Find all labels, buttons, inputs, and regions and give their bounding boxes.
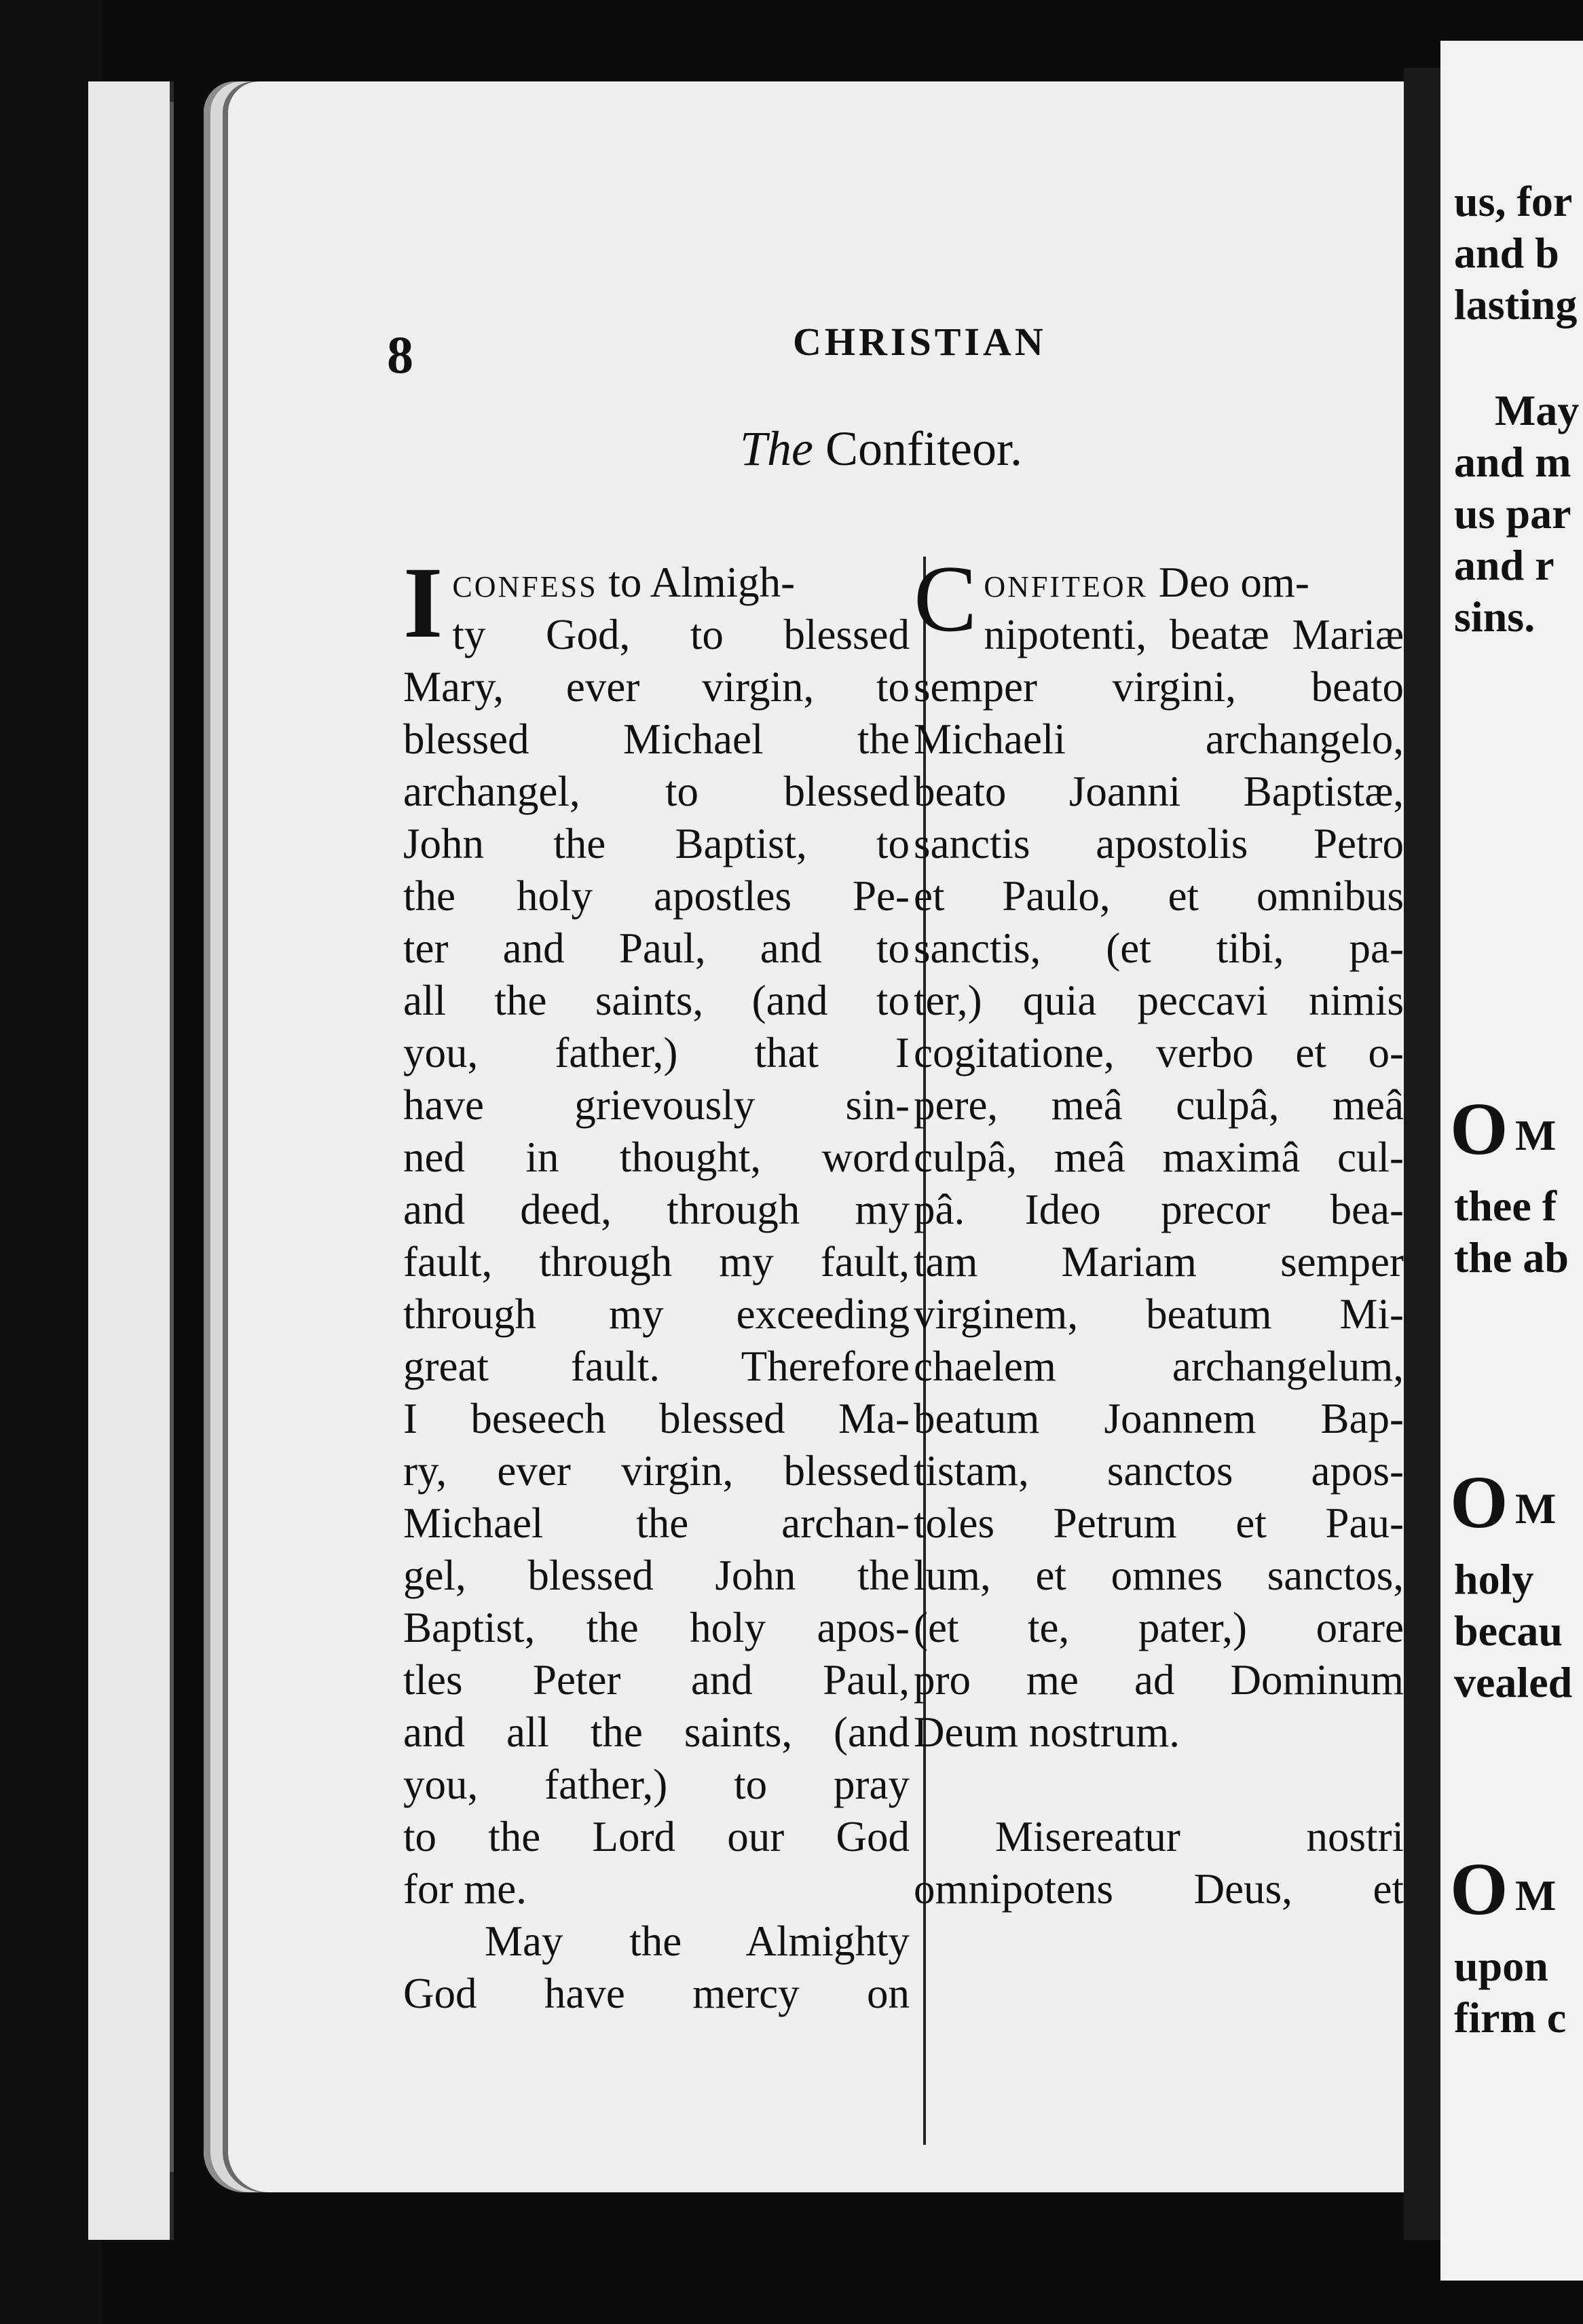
latin-line-3: semper virgini, beato (914, 663, 1404, 711)
facing-line: and r (1454, 541, 1554, 589)
latin-column (914, 546, 1404, 1915)
facing-line: us, for (1454, 177, 1573, 225)
english-para2-line-1: May the Almighty (485, 1917, 910, 1965)
english-smallcaps: confess (452, 559, 598, 606)
english-column (403, 546, 910, 2020)
facing-initial: O (1450, 1848, 1508, 1930)
scan-background-left (0, 0, 102, 2324)
facing-line: May (1495, 386, 1580, 434)
book-cover-edge (88, 81, 174, 2240)
english-line-5: archangel, to blessed (403, 768, 910, 815)
facing-line: and m (1454, 438, 1571, 486)
english-line-15: through my exceeding (403, 1290, 910, 1338)
english-line-18: ry, ever virgin, blessed (403, 1447, 910, 1495)
facing-line: becau (1454, 1607, 1563, 1655)
latin-line-16: chaelem archangelum, (914, 1343, 1404, 1390)
latin-dropcap: C (914, 546, 977, 652)
latin-line-11: pere, meâ culpâ, meâ (914, 1081, 1404, 1129)
english-line-17: I beseech blessed Ma- (403, 1395, 910, 1442)
page-number: 8 (387, 325, 413, 384)
latin-line-20: lum, et omnes sanctos, (914, 1552, 1404, 1599)
english-line-4: blessed Michael the (403, 715, 910, 763)
english-line-7: the holy apostles Pe- (403, 872, 910, 920)
english-line-3: Mary, ever virgin, to (403, 663, 910, 711)
book-gutter (1404, 68, 1440, 2240)
latin-line-6: sanctis apostolis Petro (914, 820, 1404, 867)
english-line-12: ned in thought, word (403, 1133, 910, 1181)
latin-line-14: tam Mariam semper (914, 1238, 1404, 1286)
latin-line-21: (et te, pater,) orare (914, 1604, 1404, 1651)
latin-line-22: pro me ad Dominum (914, 1656, 1404, 1704)
facing-line: lasting (1454, 280, 1578, 329)
latin-para2-line-2: omnipotens Deus, et (914, 1865, 1404, 1913)
latin-line-23: Deum nostrum. (914, 1708, 1180, 1756)
facing-line: and b (1454, 229, 1559, 277)
latin-line-17: beatum Joannem Bap- (914, 1395, 1404, 1442)
latin-lines (914, 609, 1404, 1759)
english-line-9: all the saints, (and to (403, 977, 910, 1024)
english-line-14: fault, through my fault, (403, 1238, 910, 1286)
facing-line: M (1515, 1484, 1557, 1533)
english-line-19: Michael the archan- (403, 1499, 910, 1547)
latin-line-10: cogitatione, verbo et o- (914, 1029, 1404, 1076)
facing-line: vealed (1454, 1658, 1573, 1706)
english-line-6: John the Baptist, to (403, 820, 910, 867)
section-title-roman: Confiteor. (825, 421, 1022, 476)
facing-initial: O (1450, 1461, 1508, 1543)
english-line-text: to Almigh- (608, 559, 796, 606)
latin-line-19: toles Petrum et Pau- (914, 1499, 1404, 1547)
english-line-2: ty God, to blessed (452, 611, 910, 658)
english-line-26: for me. (403, 1865, 527, 1913)
english-line-25: to the Lord our God (403, 1813, 910, 1860)
latin-line-4: Michaeli archangelo, (914, 715, 1404, 763)
facing-page-fragment (1440, 41, 1583, 2281)
facing-line: upon (1454, 1942, 1548, 1990)
facing-line: sins. (1454, 593, 1535, 641)
english-lines (403, 609, 910, 1915)
english-line-16: great fault. Therefore (403, 1343, 910, 1390)
english-line-20: gel, blessed John the (403, 1552, 910, 1599)
english-line-11: have grievously sin- (403, 1081, 910, 1129)
facing-line: firm c (1454, 1993, 1567, 2042)
facing-line: holy (1454, 1555, 1534, 1603)
latin-line-12: culpâ, meâ maximâ cul- (914, 1133, 1404, 1181)
english-line-13: and deed, through my (403, 1186, 910, 1233)
latin-para2-line-1: Misereatur nostri (995, 1813, 1404, 1860)
section-title (740, 421, 1022, 477)
english-dropcap: I (403, 546, 443, 659)
english-para2-line-2: God have mercy on (403, 1970, 910, 2017)
facing-line: M (1515, 1111, 1557, 1159)
latin-line-8: sanctis, (et tibi, pa- (914, 924, 1404, 972)
facing-line: thee f (1454, 1182, 1557, 1230)
latin-line-text: Deo om- (1158, 559, 1309, 606)
latin-line-7: et Paulo, et omnibus (914, 872, 1404, 920)
english-line-23: and all the saints, (and (403, 1708, 910, 1756)
facing-line: M (1515, 1871, 1557, 1919)
english-line-10: you, father,) that I (403, 1029, 910, 1076)
english-line-24: you, father,) to pray (403, 1761, 910, 1808)
latin-line-5: beato Joanni Baptistæ, (914, 768, 1404, 815)
facing-initial: O (1450, 1087, 1508, 1170)
latin-line-18: tistam, sanctos apos- (914, 1447, 1404, 1495)
section-title-italic: The (740, 421, 813, 476)
facing-line: the ab (1454, 1233, 1569, 1281)
latin-line-9: ter,) quia peccavi nimis (914, 977, 1404, 1024)
running-header: CHRISTIAN (793, 320, 1047, 364)
latin-line-15: virginem, beatum Mi- (914, 1290, 1404, 1338)
latin-line-13: pâ. Ideo precor bea- (914, 1186, 1404, 1233)
latin-smallcaps: onfiteor (984, 559, 1148, 606)
latin-line-2: nipotenti, beatæ Mariæ (984, 611, 1404, 658)
english-line-8: ter and Paul, and to (403, 924, 910, 972)
facing-line: us par (1454, 489, 1571, 538)
english-line-22: tles Peter and Paul, (403, 1656, 910, 1704)
english-line-21: Baptist, the holy apos- (403, 1604, 910, 1651)
